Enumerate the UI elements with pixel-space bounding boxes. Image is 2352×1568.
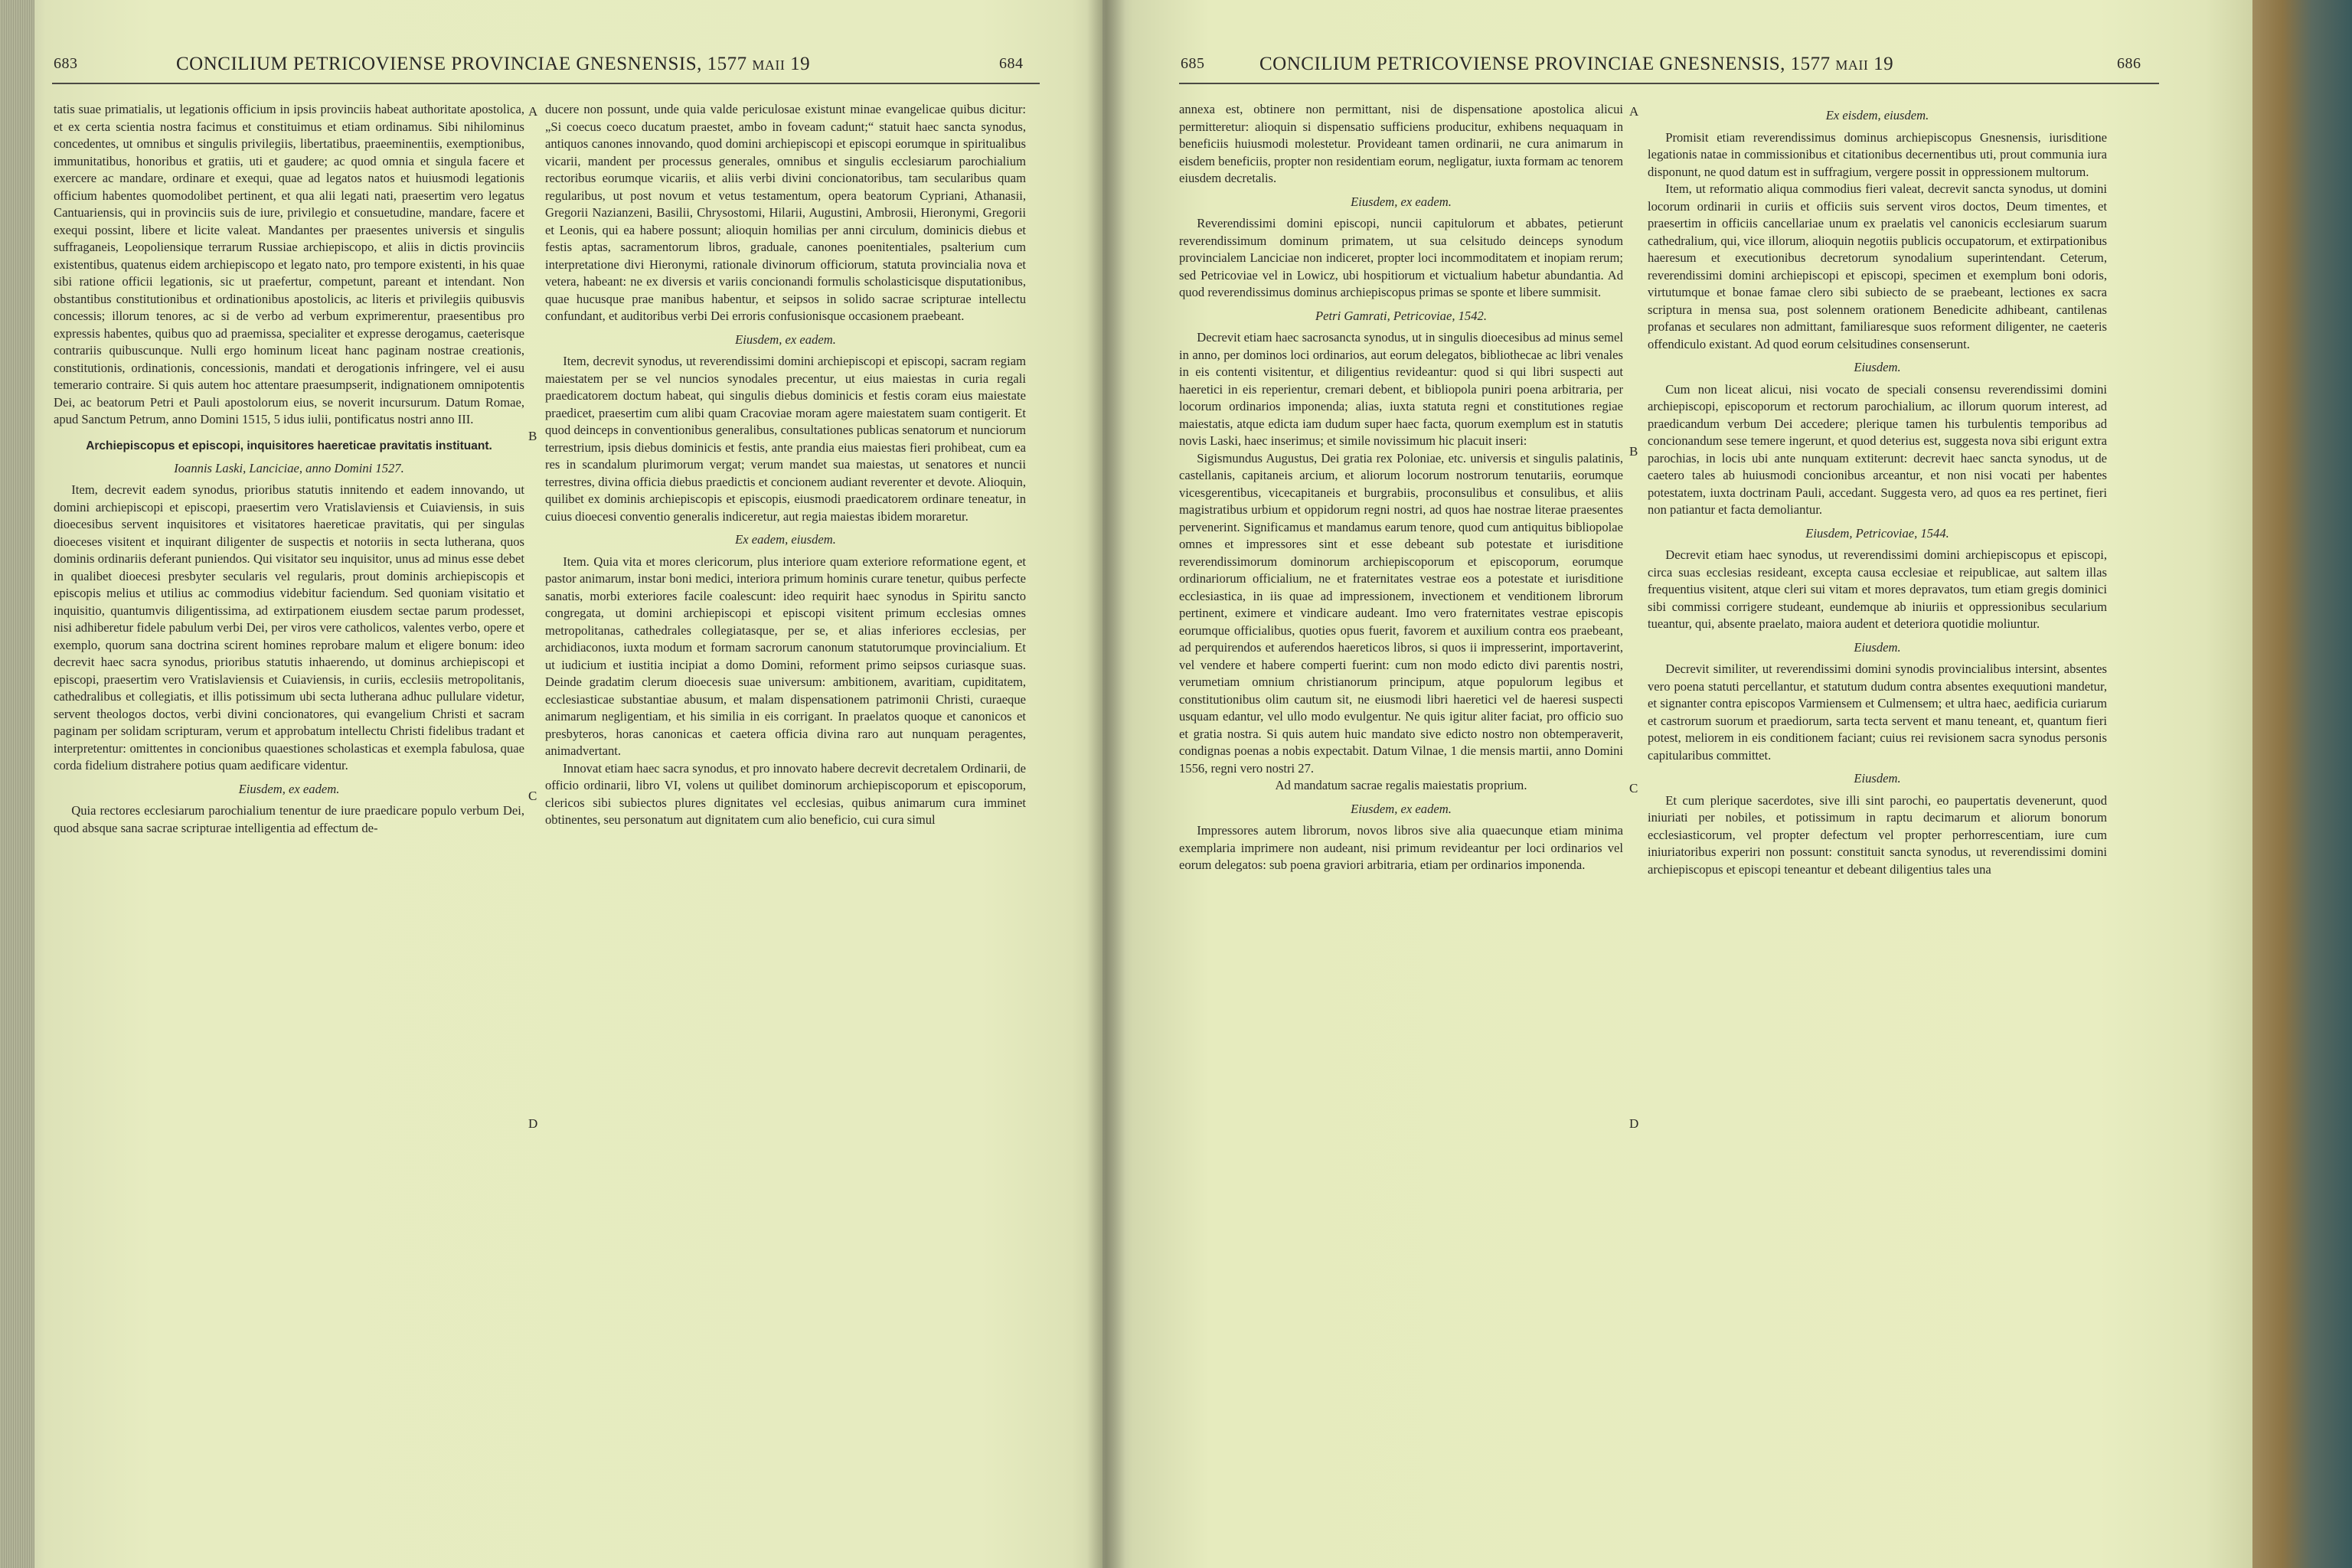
section-source: Eiusdem, Petricoviae, 1544. — [1805, 525, 1949, 541]
left-page — [0, 0, 1114, 1568]
paragraph: Promisit etiam reverendissimus dominus archiepiscopus Gnesnensis, iurisditione legationis natae in commissionibus et citationibus decernentibus uti, prout communia iura disponunt, ne quod datum est in suffragium, vergere possit in oppressionem multorum. — [1648, 129, 2107, 179]
page-edges-stack — [0, 0, 34, 1568]
paragraph: Item, decrevit synodus, ut reverendissimi domini archiepiscopi et episcopi, sacram regiam maiestatem per se vel nuncios synodales precentur, ut eius maiestas in curia regali praedicatorem doctum habeat, qui singulis diebus dominicis et festis coram eius maiestate praedicet, praesertim cum alibi quam Cracoviae moram agere maiestatem suam contigerit. Et quod deinceps in conventionibus generalibus, consultationes publicas senatorum et nunciorum terrestrium, ipsis diebus dominicis et festis, ante prandia eius maiestas fieri prohibeat, cum ea res in scandalum plurimorum vergat; verum mandet sua maiestas, ut senatores et nuncii terrestres, divina officia diebus praedictis et concionem audiant reverenter et devote. Alioquin, quilibet ex dominis archiepiscopis et episcopis, eiusmodi praedicatorem ordinare teneatur, in cuius dioecesi conventio generalis indiceretur, aut regia maiestas ibidem moraretur. — [545, 354, 1026, 524]
paragraph: Cum non liceat alicui, nisi vocato de speciali consensu reverendissimi domini archiepiscopi, episcoporum et rectorum parochialium, ac illorum quorum interest, ad praedicandum verbum Dei accedere; plerique tamen his turbulentis temporibus ad concionandum sese temere ingerunt, et quod deterius est, suggesta nova sibi erigunt extra parochias, in locis ubi ante nunquam extiterunt: decrevit haec sancta synodus, ut de caetero tales ab huiusmodi concionibus arceantur, et non nisi vocati per habentes potestatem, iuxta doctrinam Pauli, accedant. Suggesta vero, ad quos ea res pertinet, fieri non patiantur et facta demoliantur. — [1648, 381, 2107, 517]
paragraph: tatis suae primatialis, ut legationis officium in ipsis provinciis habeat authoritate apostolica, et ex certa scientia nostra facimus et constituimus et etiam ordinamus. Sibi nihilominus concedentes, ut omnibus et singulis privilegiis, libertatibus, praeeminentiis, exemptionibus, immunitatibus, honoribus et gratiis, uti et gaudere; ac quod omnia et singula facere et exercere ac mandare, ordinare et exequi, quae ad legatos natos et huiusmodi legationis officium habentes quomodolibet pertinent, et qua alii legati nati, praesertim vero legatus Cantuariensis, qui in provinciis suis de iure, privilegio et consuetudine, mandare, facere et exequi possint, libere et licite valeat. Mandantes per praesentes universis et singulis suffraganeis, Leopoliensique terrarum Russiae archiepiscopo, et aliis in dictis provinciis existentibus, quatenus eidem archiepiscopo et legato nato, pro tempore existenti, in his quae sibi ratione officii legationis, sic ut praefertur, competunt, pareant et intendant. Non obstantibus constitutionibus et ordinationibus apostolicis, ac literis et privilegiis quibusvis concessis; illorum tenores, ac si de verbo ad verbum exprimerentur, praesentibus pro expressis habentes, quibus quo ad praemissa, specialiter et expresse derogamus, caeterisque contrariis quibuscunque. Nulli ergo hominum liceat hanc paginam nostrae creationis, constitutionis, ordinationis, concessionis, mandati et derogationis infringere, vel ei ausu temerario contraire. Si quis autem hoc attentare praesumpserit, indignationem omnipotentis Dei, ac beatorum Petri et Pauli apostolorum eius, se noverit incursurum. Datum Romae, apud Sanctum Petrum, anno Domini 1515, 5 idus iulii, pontificatus nostri anno III. — [54, 102, 524, 426]
page-number-683: 683 — [54, 55, 78, 72]
paragraph: Reverendissimi domini episcopi, nuncii capitulorum et abbates, petierunt reverendissimum dominum primatem, ut sua celsitudo deinceps synodum provincialem Lanciciae non indiceret, propter loci incommoditatem et inopiam rerum; sed Petricoviae vel in Lowicz, ubi hospitiorum et victualium habetur abundantia. Ad quod reverendissimus dominus archiepiscopus primas se sponte et libere summisit. — [1179, 216, 1623, 299]
right-page — [1102, 0, 2252, 1568]
right-page-column-2 — [1648, 101, 2107, 878]
book-binding-edge — [2252, 0, 2352, 1568]
section-source: Eiusdem, ex eadem. — [1351, 801, 1452, 816]
paragraph: Decrevit etiam haec sacrosancta synodus, ut in singulis dioecesibus ad minus semel in anno, per dominos loci ordinarios, aut eorum delegatos, bibliothecae ac libri venales in eis contenti visitentur, et diligentius revideantur: quod si qui libri suspecti aut haeretici in eis reperientur, cremari debent, et bibliopola puniri poena arbitraria, per locorum ordinarios imponenda; alias, iuxta statuta regni et constitutiones regiae maiestatis, atque edicta iam dudum super haec facta, quorum exemplum est in statutis novis Laski, haec inserimus; et simile novissimum hic placuit inseri: — [1179, 330, 1623, 448]
section-source: Eiusdem, ex eadem. — [1351, 194, 1452, 209]
paragraph: Impressores autem librorum, novos libros sive alia quaecunque etiam minima exemplaria imprimere non audeant, nisi primum revideantur per loci ordinarios vel eorum delegatos: sub poena graviori arbitraria, etiam per ordinarios imponenda. — [1179, 823, 1623, 872]
section-source: Eiusdem. — [1854, 360, 1901, 374]
section-source: Ex eadem, eiusdem. — [735, 532, 836, 547]
left-page-column-2 — [545, 101, 1026, 829]
book-gutter — [1087, 0, 1125, 1568]
page-number-685: 685 — [1181, 55, 1205, 72]
section-source: Eiusdem, ex eadem. — [238, 781, 340, 796]
margin-letter-c: C — [1629, 781, 1638, 795]
section-source: Eiusdem. — [1854, 771, 1901, 786]
margin-letter-c: C — [528, 789, 537, 803]
paragraph: Item, decrevit eadem synodus, prioribus statutis innitendo et eadem innovando, ut domini archiepiscopi et episcopi, praesertim vero Vratislaviensis et Cuiaviensis, in suis dioecesibus servent inquisitores et visitatores haereticae pravitatis, qui per singulas dioeceses visitent et inquirant diligenter de suspectis et notoriis in secta lutherana, quos dominis ordinariis deferant puniendos. Qui visitator seu inquisitor, unus ad minus esse debet in qualibet dioecesi presbyter secularis vel regularis, prout dominis archiepiscopis et episcopis melius et utilius ac commodius videbitur faciendum. Sed quoniam visitatio et inquisitio, quantumvis diligentissima, ad extirpationem eiusdem sectae parum prodesset, nisi adhiberetur fidele pabulum verbi Dei, per viros vere catholicos, valentes verbo, opere et exemplo, quorum sana doctrina scirent homines reprobare malum et eligere bonum: ideo decrevit haec sacra synodus, prioribus statutis inhaerendo, ut dominus archiepiscopi et episcopi, praesertim vero Vratislaviensis et Cuiaviensis, in curiis, ecclesiis metropolitanis, cathedralibus et collegiatis, et illis potissimum ubi secta lutherana adhuc pullulare videtur, servent theologos doctos, verbi divini concionatores, qui evangelium Christi et sacram paginam per solidam scripturam, verum et approbatum intellectu Christi fidelibus tradant et interpretentur: omittentes in concionibus quaestiones scholasticas et exempla fabulosa, quae corda fidelium distrahere potius quam aedificare videntur. — [54, 482, 524, 773]
running-title-right: CONCILIUM PETRICOVIENSE PROVINCIAE GNESNENSIS, 1577 maii 19 — [1259, 54, 1894, 74]
header-rule-left — [52, 83, 1040, 84]
header-rule-right — [1179, 83, 2159, 84]
section-source: Eiusdem, ex eadem. — [735, 332, 836, 347]
mandate-line: Ad mandatum sacrae regalis maiestatis proprium. — [1275, 778, 1527, 792]
paragraph: Decrevit etiam haec synodus, ut reverendissimi domini archiepiscopus et episcopi, circa suas ecclesias resideant, excepta causa ecclesiae et reipublicae, aut saltem illas frequentius visitent, atque cleri sui vitam et mores depravatos, tum etiam gregis dominici sibi commissi corrigere studeant, eundemque ab iniuriis et oppressionibus secularium tueantur, qui, absente praelato, maiora audent et deteriora quotidie moliuntur. — [1648, 547, 2107, 631]
section-source: Ioannis Laski, Lanciciae, anno Domini 1527. — [174, 460, 404, 475]
paragraph: Quia rectores ecclesiarum parochialium tenentur de iure praedicare populo verbum Dei, quod absque sana sacrae scripturae intelligentia ad effectum de- — [54, 803, 524, 835]
margin-letter-a: A — [528, 104, 538, 119]
paragraph: ducere non possunt, unde quia valde periculosae existunt minae evangelicae quibus dicitur: „Si coecus coeco ducatum praestet, ambo in foveam cadunt;“ statuit haec sancta synodus, antiquos canones innovando, quod domini archiepiscopi et episcopi eorumque in spiritualibus vicarii, mandent per processus generales, omnibus et singulis ecclesiarum parochialium rectoribus eorumque vicariis, et aliis verbi divini concionatoribus, tam secularibus quam regularibus, ut post novum et vetus testamentum, opera beatorum Cypriani, Athanasii, Gregorii Nazianzeni, Basilii, Chrysostomi, Hilarii, Augustini, Ambrosii, Hieronymi, Gregorii et Leonis, qui ea habere possunt; alioquin homilias per anni circulum, dominicis diebus et festis aptas, sacramentorum libros, graduale, canones poenitentiales, psalterium cum interpretatione divi Hieronymi, rationale divinorum officiorum, statuta provincialia nova et vetera, habeant: ne ex diversis et variis concionandi formulis scholasticisque disputationibus, quae hucusque prae manibus habentur, et seipsos in solido sacrae scripturae intellectu confundant, et auditoribus verbi Dei erroris confusionisque occasionem praebeant. — [545, 102, 1026, 323]
paragraph: Et cum plerique sacerdotes, sive illi sint parochi, eo paupertatis devenerunt, quod iniuriati per nobiles, et potissimum in raptu decimarum et aliorum bonorum ecclesiasticorum, vel propter defectum vel propter perhorrescentiam, iure cum iniuriatoribus experiri non possunt: constituit sancta synodus, ut reverendissimi domini archiepiscopus et episcopi teneantur et debeant diligentius tales una — [1648, 792, 2107, 877]
running-title-left: CONCILIUM PETRICOVIENSE PROVINCIAE GNESNENSIS, 1577 maii 19 — [176, 54, 811, 74]
margin-letter-b: B — [1629, 444, 1638, 459]
page-number-686: 686 — [2117, 55, 2141, 72]
paragraph: Item, ut reformatio aliqua commodius fieri valeat, decrevit sancta synodus, ut domini locorum ordinarii in curiis et officiis suis servent viros doctos, Deum timentes, et praesertim in officiis cancellariae unum ex praelatis vel canonicis ecclesiarum suarum cathedralium, qui, vice illorum, alioquin negotiis publicis occupatorum, et extirpationibus haeresum et executionibus decretorum synodalium superintendant. Ceterum, reverendissimi domini archiepiscopi et episcopi, specimen et exemplum boni odoris, virtutumque et bonae famae clero sibi subiecto de se praebeant, lectiones ex sacra scriptura in mensa sua, post solennem orationem Benedicite adhibeant, cantilenas profanas et seculares non admittant, familiaresque suos reforment diligenter, ne caeteris offendiculo existant. Ad quod eorum celsitudines consenserunt. — [1648, 181, 2107, 351]
paragraph: Innovat etiam haec sacra synodus, et pro innovato habere decrevit decretalem Ordinarii, de officio ordinarii, libro VI, volens ut quilibet dominorum archiepiscoporum et episcoporum, clericos sibi subiectos plures dignitates vel ecclesias, quibus animarum cura imminet obtinentes, seu personatum aut dignitatem cum alio beneficio, cui cura simul — [545, 760, 1026, 827]
section-source: Petri Gamrati, Petricoviae, 1542. — [1315, 308, 1487, 323]
left-running-header — [0, 54, 1114, 84]
margin-letter-b: B — [528, 429, 537, 443]
right-running-header — [1102, 54, 2252, 84]
left-page-column-1 — [54, 101, 524, 837]
paragraph: Item. Quia vita et mores clericorum, plus interiore quam exteriore reformatione egent, et pastor animarum, instar boni medici, interiora primum hominis curare tenetur, quibus perfecte sanatis, morbi exteriores facile coalescunt: ideo requirit haec synodus in Spiritu sancto congregata, ut domini archiepiscopi et episcopi visitent primum ecclesias omnes metropolitanas, cathedrales collegiatasque, per se, et alias inferiores ecclesias, per archidiaconos, iuxta modum et formam sacrorum canonum statutorumque provincialium. Et ut iudicium et iustitia incipiat a domo Domini, reforment primo seipsos curiasque suas. Deinde gradatim clerum dioecesis suae universum: ambitionem, avaritiam, cupiditatem, ecclesiasticae substantiae abusum, et malam dispensationem patrimonii Christi, curaeque animarum negligentiam, et his similia in eis corrigant. In praelatos quoque et canonicos et presbyteros, horas canonicas et caetera officia divina raro aut nunquam peragentes, animadvertant. — [545, 554, 1026, 758]
section-source: Ex eisdem, eiusdem. — [1825, 108, 1929, 122]
section-source: Eiusdem. — [1854, 639, 1901, 655]
right-page-column-1 — [1179, 101, 1623, 874]
paragraph: annexa est, obtinere non permittant, nisi de dispensatione apostolica alicui permitteretur: alioquin si dispensatio sufficiens producitur, exhibens nequaquam in beneficiis huiusmodi molestetur. Provideant tamen ordinarii, ne cura animarum in eisdem beneficiis, propter non residentiam eorum, negligatur, iuxta formam ac tenorem eiusdem decretalis. — [1179, 102, 1623, 185]
margin-letter-d: D — [528, 1116, 538, 1131]
paragraph: Decrevit similiter, ut reverendissimi domini synodis provincialibus intersint, absentes vero poena statuti percellantur, et statutum dudum contra absentes exequutioni mandetur, et signanter contra episcopos Varmiensem et Culmensem; et ultra haec, aedificia curiarum et castrorum suorum et praediorum, sarta tecta servent et manu teneant, et, quantum fieri potest, meliorem in eis conditionem faciant; cuius rei revisionem sacra synodus personis capitularibus committet. — [1648, 662, 2107, 763]
margin-letter-a: A — [1629, 104, 1639, 119]
section-heading: Archiepiscopus et episcopi, inquisitores haereticae pravitatis instituant. — [86, 439, 492, 452]
paragraph: Sigismundus Augustus, Dei gratia rex Poloniae, etc. universis et singulis palatinis, castellanis, capitaneis arcium, et aliorum locorum nostrorum tenutariis, eorumque vicesgerentibus, vicecapitaneis et burgrabiis, proconsulibus et consulibus, et aliis magistratibus urbium et oppidorum regni nostri, ad quos hae nostrae literae praesentes pervenerint. Significamus et mandamus earum tenore, quod cum antiquitus bibliopolae omnes et impressores sint et esse debeant sub potestate et iurisditione reverendissimorum dominorum archiepiscoporum et episcoporum, eorumque ordinariorum officialium, ne et fraternitates vestrae eos a potestate et iurisditione ecclesiastica, in iis quae ad impressionem, invectionem et venditionem librorum pertinent, eximere et vindicare audeant. Imo vero fraternitates vestrae episcopis eorumque officialibus, quoties opus fuerit, favorem et auxilium contra eos praebeant, ad perquirendos et auferendos haereticos libros, si quos ii impresserint, importaverint, vel vendere et habere comperti fuerint: cum non modo edicto divi parentis nostri, verumetiam omnium christianorum principum, atque populorum legibus et constitutionibus olim cautum sit, ne eiusmodi libri haeretici vel de haeresi suspecti usquam edantur, vel ullo modo evulgentur. Ne quis igitur aliter faciat, pro officio suo et gratia nostra. Si quis autem huic mandato sive edicto nostro non obtemperaverit, condignas poenas a nobis expectabit. Datum Vilnae, 1 die mensis martii, anno Domini 1556, regni vero nostri 27. — [1179, 450, 1623, 776]
margin-letter-d: D — [1629, 1116, 1639, 1131]
page-number-684: 684 — [999, 55, 1024, 72]
